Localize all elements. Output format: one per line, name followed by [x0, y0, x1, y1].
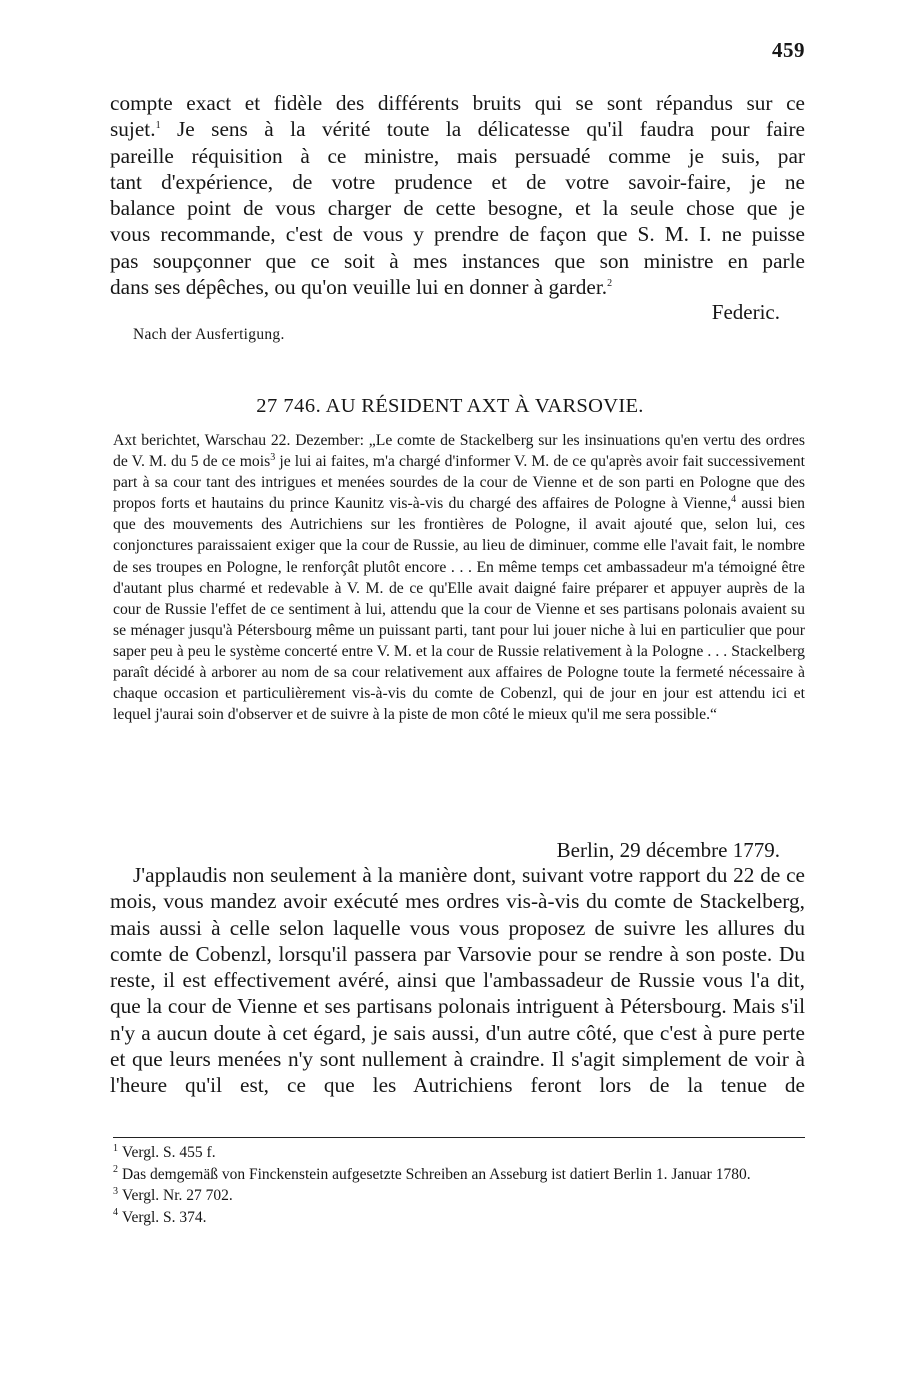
footnote-ref-3: 3 [270, 451, 276, 463]
footnote: $^3$ Vergl. Nr. 27 702. [113, 1185, 233, 1204]
text-line: balance point de vous charger de cette besogne, et la seule chose que je [110, 196, 805, 221]
letter-body [110, 862, 805, 1099]
document-number: 27 746. [256, 395, 322, 417]
text-line: pareille réquisition à ce ministre, mais persuadé comme je suis, par [110, 143, 805, 168]
source-note: Nach der Ausfertigung. [133, 326, 285, 343]
text-line: dans ses dépêches, ou qu'on veuille lui en donner à garder. [110, 275, 608, 300]
document-heading [0, 395, 900, 418]
text-line: compte exact et fidèle des différents bruits qui se sont répandus sur ce [110, 91, 805, 115]
footnote: $^1$ Vergl. S. 455 f. [113, 1142, 216, 1161]
footnote-ref-1: 1 [155, 120, 161, 132]
footnote-ref-2: 2 [607, 277, 613, 289]
footnote: $^2$ Das demgemäß von Finckenstein aufgesetzte Schreiben an Asseburg ist datiert Berlin 1. Januar 1780. [113, 1164, 751, 1183]
text-line: Je sens à la vérité toute la délicatesse qu'il faudra pour faire [177, 117, 806, 142]
report-summary: Axt berichtet, Warschau 22. Dezember: „Le comte de Stackelberg sur les insinuations qu'en vertu des ordres de V. M. du 5 de ce mois$^3$ je lui ai faites, m'a chargé d'informer V. M. de ce qu'après avoir fait successivement part à sa cour tant des intrigues et menées sourdes de la cour de Vienne et de son parti en Pologne que des propos forts et hautains du prince Kaunitz vis-à-vis du chargé des affaires de Pologne à Vienne,$^4$ aussi bien que des mouvements des Autrichiens sur les frontières de Pologne, il avait ajouté que, selon lui, ces conjonctures paraissaient exiger que la cour de Russie, au lieu de diminuer, comme elle l'avait fait, le nombre de ses troupes en Pologne, le renforçât plutôt encore . . . En même temps cet ambassadeur m'a témoigné être d'autant plus charmé et redevable à V. M. de ce qu'Elle avait daigné faire préparer et appuyer auprès de la cour de Russie l'effet de ce sentiment à lui, attendu que la cour de Vienne et ses partisans polonais avaient su se ménager jusqu'à Pétersbourg même un puissant parti, tant pour lui jouer niche à lui en particulier que pour saper peu à peu le système concerté entre V. M. et la cour de Russie relativement à la Pologne . . . Stackelberg paraît décidé à arborer au nom de sa cour relativement aux affaires de Pologne toute la fermeté nécessaire à chaque occasion et particulièrement vis-à-vis du comte de Cobenzl, qui de jour en jour est attendu ici et lequel j'aurai soin d'observer et de suivre à la piste de mon côté le mieux qu'il me sera possible.“ [113, 432, 806, 724]
text-line: sujet. [110, 117, 156, 142]
text-line: pas soupçonner que ce soit à mes instances que son ministre en parle [110, 248, 805, 273]
footnote: $^4$ Vergl. S. 374. [113, 1207, 207, 1226]
signature: Federic. [711, 300, 780, 325]
dateline: Berlin, 29 décembre 1779. [556, 838, 780, 862]
footnotes [113, 1142, 805, 1228]
document-title: AU RÉSIDENT AXT À VARSOVIE. [325, 395, 644, 417]
page-number: 459 [772, 38, 805, 62]
footnote-divider [113, 1137, 805, 1138]
text-line: vous recommande, c'est de vous y prendre de façon que S. M. I. ne puisse [110, 222, 805, 247]
opening-paragraph [110, 90, 805, 324]
letter-text: J'applaudis non seulement à la manière dont, suivant votre rapport du 22 de ce mois, vous mandez avoir exécuté mes ordres vis-à-vis du comte de Stackelberg, mais aussi à celle selon laquelle vous vous proposez de suivre les allures du comte de Cobenzl, lorsqu'il passera par Varsovie pour se rendre à son poste. Du reste, il est effectivement avéré, ainsi que l'ambassadeur de Russie vous l'a dit, que la cour de Vienne et ses partisans polonais intriguent à Pétersbourg. Mais s'il n'y a aucun doute à cet égard, je sais aussi, d'un autre côté, que c'est à pure perte et que leurs menées n'y sont nullement à craindre. Il s'agit simplement de voir à l'heure qu'il est, ce que les Autrichiens feront lors de la tenue de [110, 863, 805, 1098]
footnote-ref-4: 4 [731, 494, 737, 506]
text-line: tant d'expérience, de votre prudence et de votre savoir-faire, je ne [110, 169, 805, 194]
